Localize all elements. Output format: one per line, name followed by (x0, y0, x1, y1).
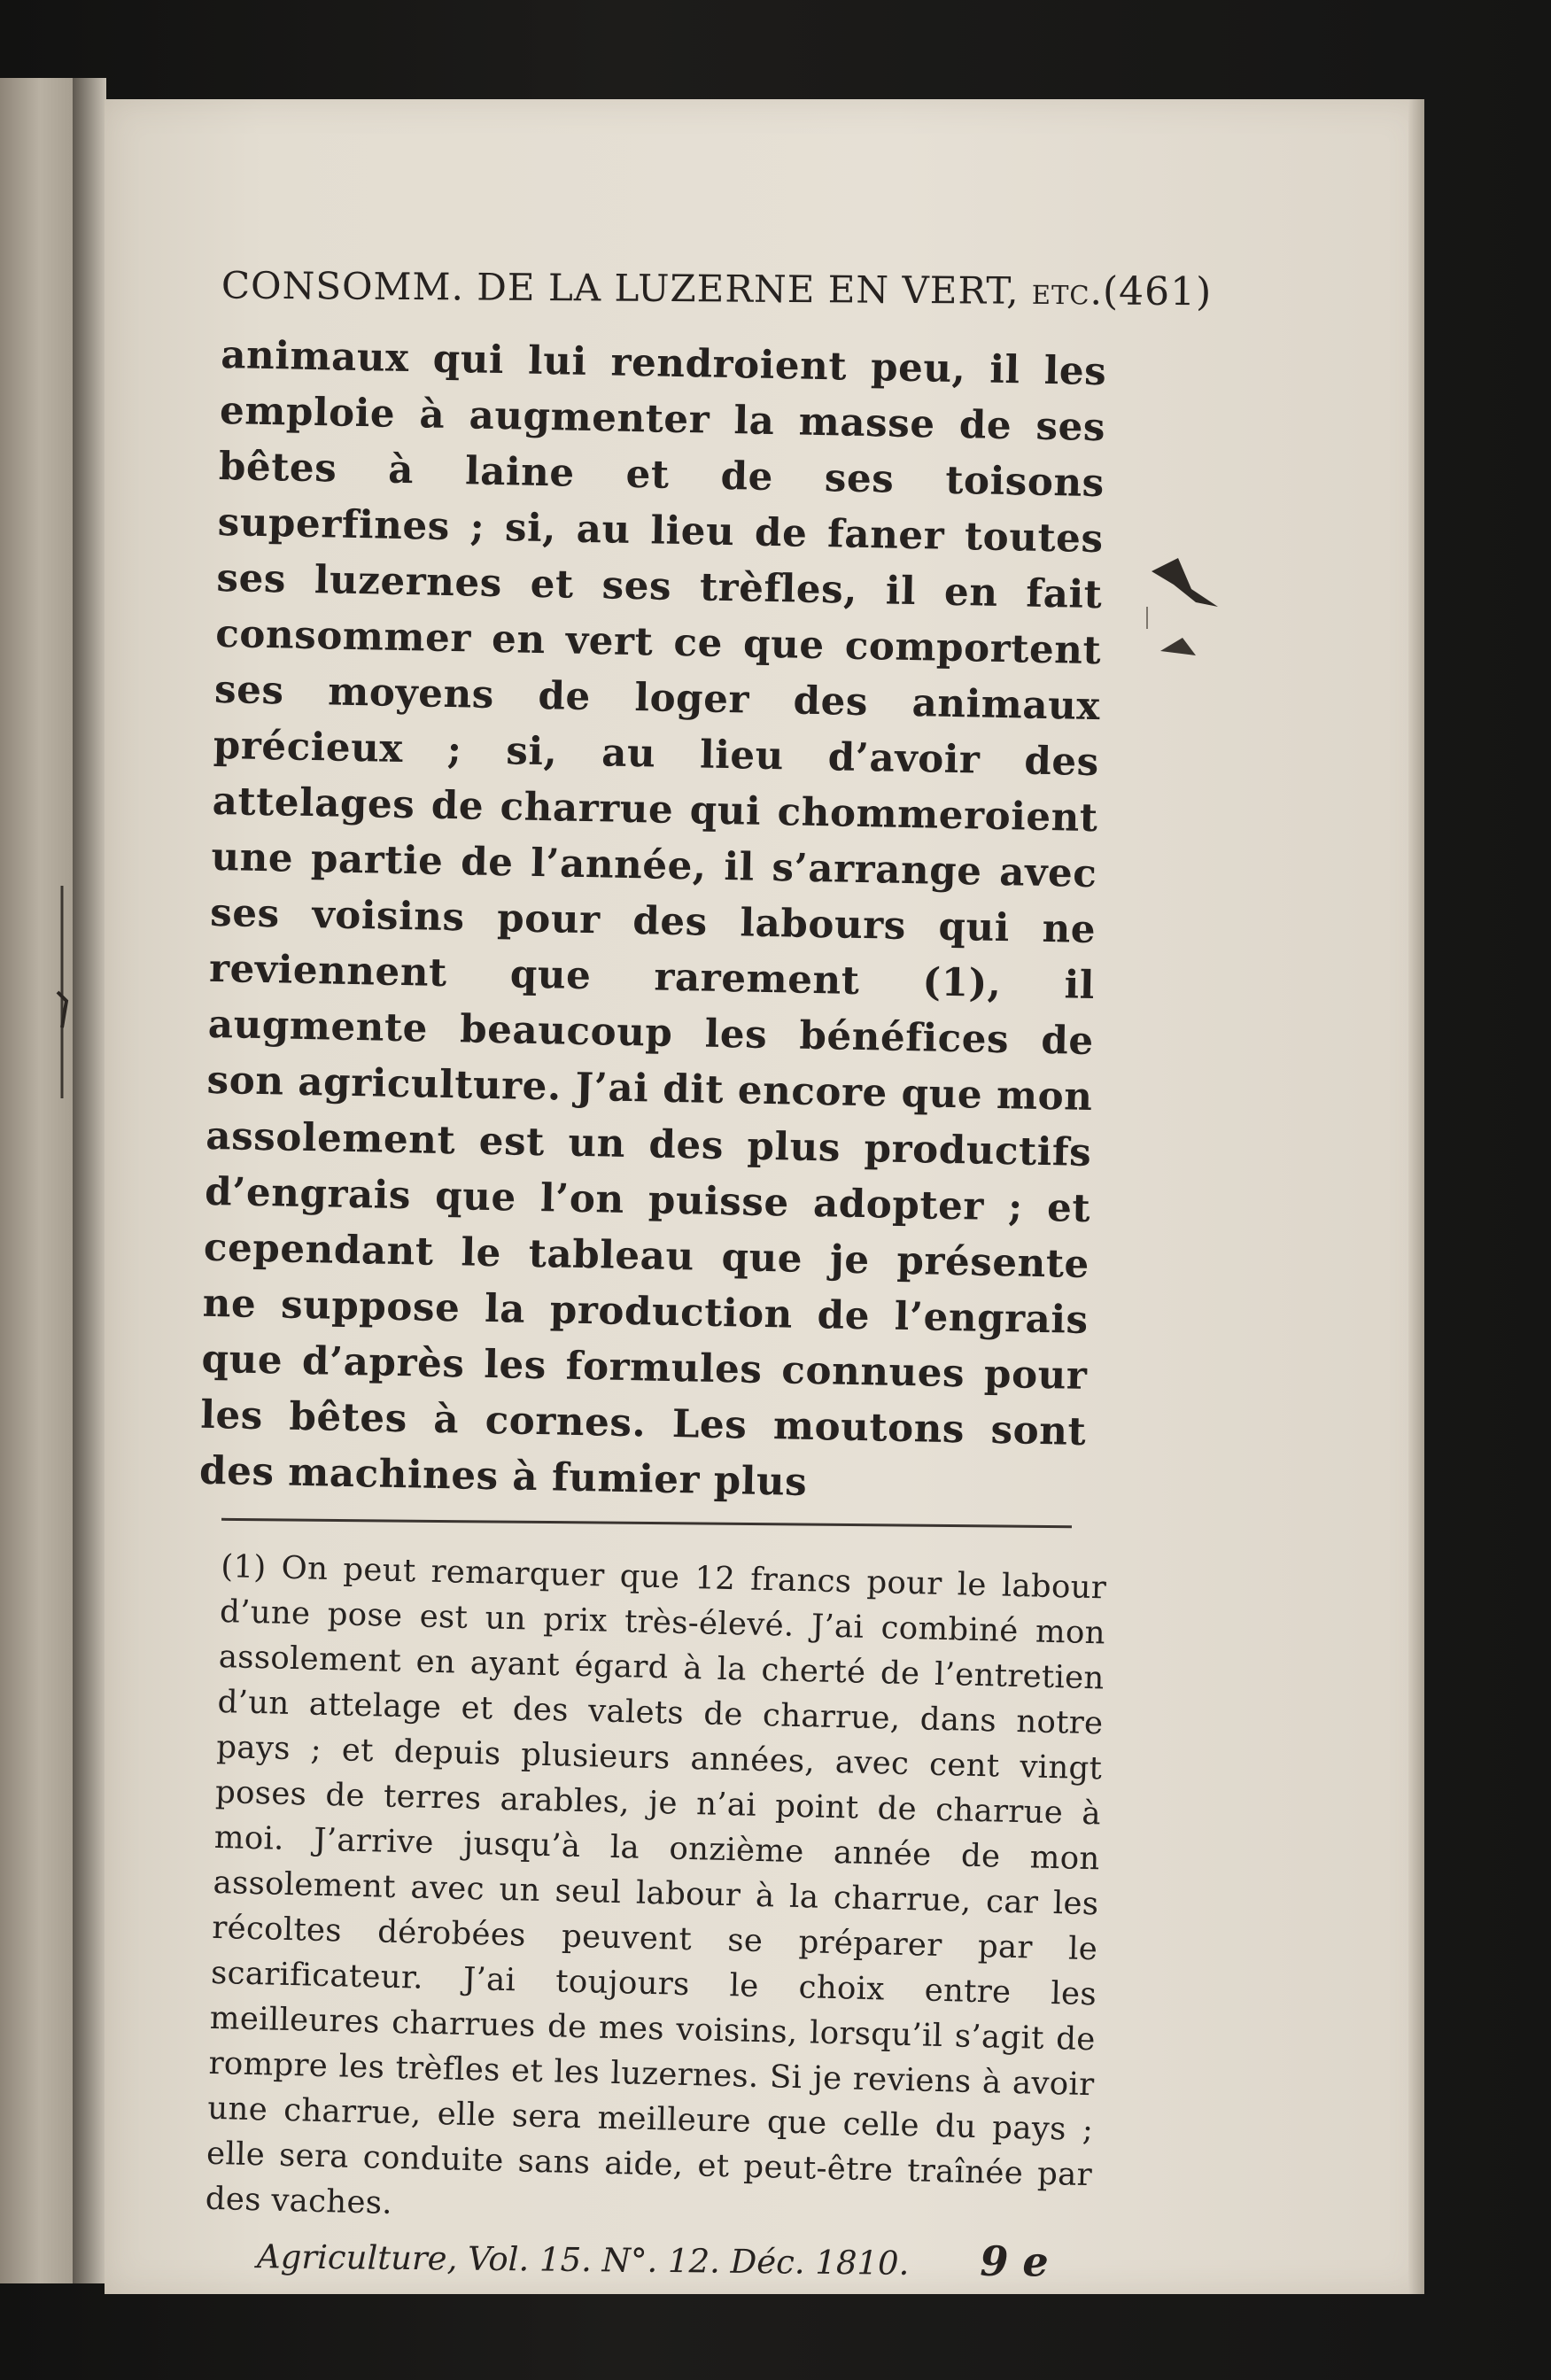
running-head (221, 263, 1213, 315)
book-gutter (73, 78, 106, 2283)
page-edge-shadow (1408, 99, 1424, 2294)
paper-tear-mark (1143, 554, 1240, 669)
page-number: (461) (1102, 268, 1213, 315)
running-head-title: CONSOMM. DE LA LUZERNE EN VERT, etc. (221, 263, 1104, 314)
facing-page-marks (53, 886, 71, 1098)
footer-citation: Agriculture, Vol. 15. N°. 12. Déc. 1810. (256, 2237, 910, 2283)
facing-page-edge (0, 78, 75, 2283)
signature-mark: 9 e (980, 2237, 1049, 2286)
body-paragraph: animaux qui lui rendroient peu, il les emploie à augmenter la masse de ses bêtes à laine et de ses toisons superfines ; si, au lieu de faner toutes ses luzernes et ses trèfles, il en fait consommer en vert ce que comportent ses moyens de loger des animaux précieux ; si, au lieu d’avoir des attelages de charrue qui chommeroient une partie de l’année, il s’arrange avec ses voisins pour des labours qui ne reviennent que rarement (1), il augmente beaucoup les bénéfices de son agriculture. J’ai dit encore que mon assolement est un des plus productifs d’engrais que l’on puisse adopter ; et cependant le tableau que je présente ne suppose la production de l’engrais que d’après les formules connues pour les bêtes à cornes. Les moutons sont des machines à fumier plus (198, 331, 1107, 1505)
page-footer (221, 2229, 1108, 2286)
page-content (198, 263, 1213, 2286)
footnote: (1) On peut remarquer que 12 francs pour le labour d’une pose est un prix très-élevé. J’ai combiné mon assolement en ayant égard à la cherté de l’entretien d’un attelage et des valets de charrue, dans notre pays ; et depuis plusieurs années, avec cent vingt poses de terres arables, je n’ai point de charrue à moi. J’arrive jusqu’à la onzième année de mon assolement avec un seul labour à la charrue, car les récoltes dérobées peuvent se préparer par le scarificateur. J’ai toujours le choix entre les meilleures charrues de mes voisins, lorsqu’il s’agit de rompre les trèfles et les luzernes. Si je reviens à avoir une charrue, elle sera meilleure que celle du pays ; elle sera conduite sans aide, et peut-être traînée par des vaches. (205, 1547, 1107, 2221)
footnote-rule (221, 1518, 1072, 1528)
